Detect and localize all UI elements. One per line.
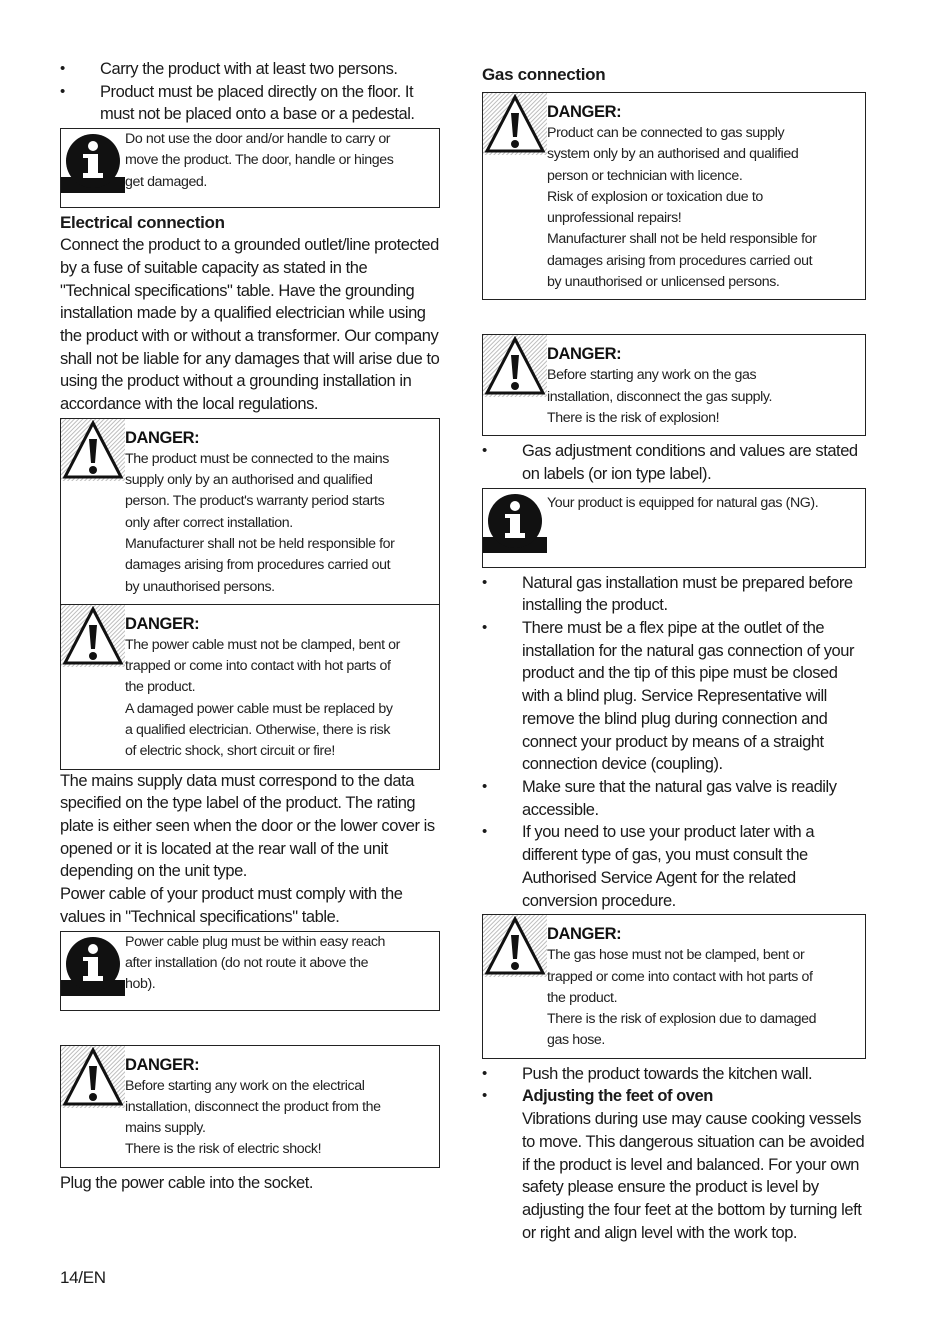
info-icon — [483, 489, 547, 553]
info-line: Power cable plug must be within easy reach — [125, 933, 386, 950]
danger-box-gas-work — [482, 334, 866, 436]
bullet-item: • Make sure that the natural gas valve is readily accessible. — [482, 776, 866, 821]
info-line: get damaged. — [125, 173, 207, 190]
gas-heading: Gas connection — [482, 65, 606, 84]
bullet-item: • Push the product towards the kitchen wall. — [482, 1063, 866, 1086]
danger-line: damages arising from procedures carried out — [125, 557, 391, 574]
danger-line: The gas hose must not be clamped, bent or — [547, 947, 805, 964]
info-icon — [61, 129, 125, 193]
bullet-item: • Natural gas installation must be prepared before installing the product. — [482, 572, 866, 617]
info-line: hob). — [125, 976, 156, 993]
danger-line: Manufacturer shall not be held responsible for — [547, 231, 817, 248]
info-line: after installation (do not route it above the — [125, 954, 369, 971]
info-box-plug — [60, 931, 440, 1011]
bullet-item: • If you need to use your product later with a different type of gas, you must consult the Authorised Service Agent for the related conversion procedure. — [482, 821, 866, 912]
warning-icon — [483, 335, 547, 397]
bullet-item: • Carry the product with at least two persons. — [60, 58, 440, 81]
danger-line: Manufacturer shall not be held responsible for — [125, 535, 395, 552]
mains-paragraph: The mains supply data must correspond to the data specified on the type label of the product. The rating plate is either seen when the door or the lower cover is opened or it is located at the rear wall of the unit depending on the unit type. — [60, 771, 435, 881]
info-line: Do not use the door and/or handle to carry or — [125, 131, 391, 148]
natural-gas-bullets — [482, 572, 866, 913]
danger-line: The product must be connected to the mains — [125, 450, 389, 467]
danger-line: Product can be connected to gas supply — [547, 125, 785, 141]
danger-title: DANGER: — [125, 614, 200, 633]
danger-line: Risk of explosion or toxication due to — [547, 188, 763, 205]
danger-line: by unauthorised or unlicensed persons. — [547, 274, 780, 291]
danger-line: by unauthorised persons. — [125, 578, 275, 595]
danger-line: Before starting any work on the gas — [547, 367, 757, 384]
info-icon — [61, 932, 125, 996]
bullet-item-feet-heading — [482, 1085, 866, 1108]
left-column — [60, 58, 440, 1194]
danger-title: DANGER: — [125, 428, 200, 447]
danger-line: person or technician with licence. — [547, 167, 743, 184]
danger-line: unprofessional repairs! — [547, 210, 682, 227]
danger-box-gas-supply — [482, 92, 866, 300]
danger-box-mains — [60, 418, 440, 605]
danger-line: supply only by an authorised and qualified — [125, 472, 373, 489]
danger-line: gas hose. — [547, 1032, 605, 1049]
danger-line: There is the risk of electric shock! — [125, 1141, 322, 1158]
danger-line: The power cable must not be clamped, bent or — [125, 636, 400, 653]
electrical-paragraph: Connect the product to a grounded outlet/line protected by a fuse of suitable capacity as stated in the "Technical specifications" table. Have the grounding installation made by a qualified electrician while using the product with or without a transformer. Our company shall not be liable for any damages that will arise due to using the product without a grounding installation in accordance with the local regulations. — [60, 236, 440, 414]
danger-line: damages arising from procedures carried out — [547, 252, 813, 269]
info-box-door — [60, 128, 440, 208]
bullet-item: • Product must be placed directly on the floor. It must not be placed onto a base or a pedestal. — [60, 81, 440, 126]
warning-icon — [61, 605, 125, 667]
plug-paragraph: Plug the power cable into the socket. — [60, 1173, 314, 1192]
warning-icon — [61, 419, 125, 481]
info-box-natural-gas — [482, 488, 866, 568]
bullet-item: • Gas adjustment conditions and values are stated on labels (or ion type label). — [482, 440, 866, 485]
danger-title: DANGER: — [547, 103, 622, 121]
danger-title: DANGER: — [547, 925, 622, 944]
danger-line: only after correct installation. — [125, 514, 293, 531]
danger-line: Before starting any work on the electrical — [125, 1077, 365, 1094]
power-paragraph: Power cable of your product must comply with the values in "Technical specifications" table. — [60, 885, 403, 926]
danger-line: mains supply. — [125, 1120, 206, 1137]
danger-line: person. The product's warranty period starts — [125, 493, 385, 510]
danger-line: trapped or come into contact with hot parts of — [125, 658, 391, 675]
danger-line: a qualified electrician. Otherwise, there is risk — [125, 722, 391, 738]
danger-box-cable — [60, 604, 440, 770]
danger-line: of electric shock, short circuit or fire! — [125, 743, 335, 760]
info-line: Your product is equipped for natural gas (NG). — [547, 494, 819, 511]
electrical-heading: Electrical connection — [60, 213, 225, 233]
danger-line: There is the risk of explosion! — [547, 409, 720, 426]
right-column — [482, 58, 866, 1244]
page-number: 14/EN — [60, 1268, 106, 1287]
info-line: move the product. The door, handle or hinges — [125, 152, 394, 169]
warning-icon — [61, 1046, 125, 1108]
danger-line: the product. — [547, 989, 618, 1006]
danger-title: DANGER: — [125, 1055, 200, 1074]
danger-line: trapped or come into contact with hot parts of — [547, 968, 813, 985]
danger-title: DANGER: — [547, 345, 622, 364]
danger-box-gas-hose — [482, 914, 866, 1058]
final-bullets — [482, 1063, 866, 1108]
warning-icon — [483, 93, 547, 155]
danger-line: the product. — [125, 679, 196, 696]
danger-line: A damaged power cable must be replaced by — [125, 700, 393, 717]
warning-icon — [483, 915, 547, 977]
handling-bullets — [60, 58, 440, 126]
danger-line: system only by an authorised and qualified — [547, 146, 799, 163]
feet-paragraph: Vibrations during use may cause cooking vessels to move. This dangerous situation can be avoided if the product is level and balanced. For your own safety please ensure the product is level by adjusting the four feet at the bottom by turning left or right and align level with the work top. — [522, 1110, 865, 1242]
danger-line: There is the risk of explosion due to damaged — [547, 1011, 817, 1028]
danger-line: installation, disconnect the gas supply. — [547, 388, 773, 405]
danger-line: installation, disconnect the product from the — [125, 1098, 381, 1115]
danger-box-electrical-work — [60, 1045, 440, 1168]
bullet-item: • There must be a flex pipe at the outlet of the installation for the natural gas connection of your product and the tip of this pipe must be closed with a blind plug. Service Representative will remove the blind plug during connection and connect your product by means of a straight connection device (coupling). — [482, 617, 866, 776]
gas-label-bullet — [482, 440, 866, 485]
feet-heading: Adjusting the feet of oven — [522, 1087, 713, 1106]
